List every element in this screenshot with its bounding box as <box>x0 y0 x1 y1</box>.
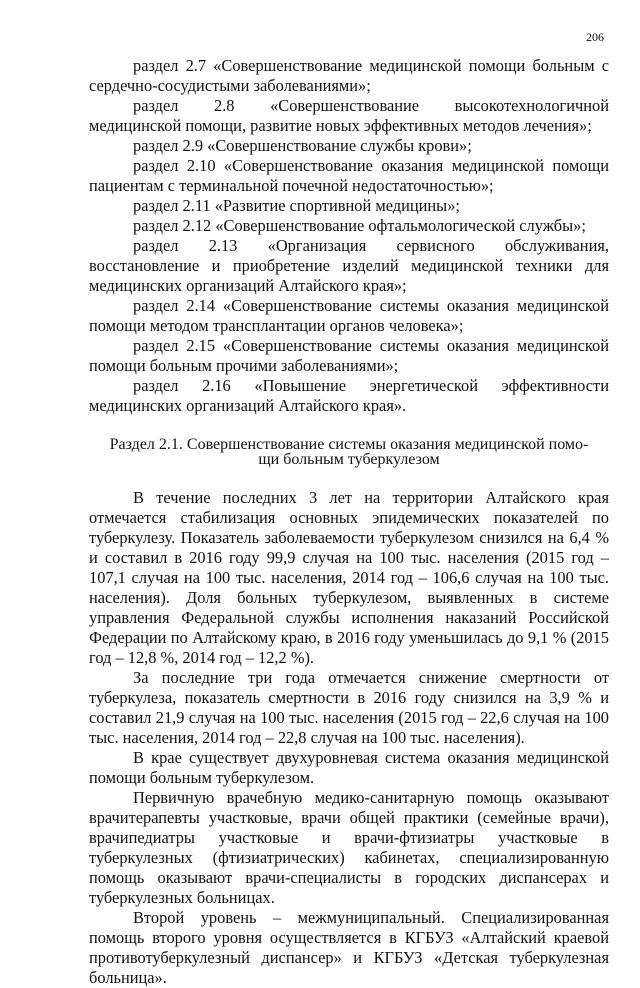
list-item: раздел 2.12 «Совершенствование офтальмологической службы»; <box>133 216 586 235</box>
paragraph: Второй уровень – межмуниципальный. Специализированная помощь второго уровня осуществляется в КГБУЗ «Алтайский краевой противотуберкулезный диспансер» и КГБУЗ «Детская туберкулезная больница». <box>89 908 609 987</box>
document-body <box>89 56 609 988</box>
list-item: раздел 2.13 «Организация сервисного обслуживания, восстановление и приобретение изделий медицинской техники для медицинских организаций Алтайского края»; <box>89 236 609 295</box>
section-heading: Раздел 2.1. Совершенствование системы оказания медицинской помощи больным туберкулезом <box>109 436 589 468</box>
list-item: раздел 2.11 «Развитие спортивной медицины»; <box>133 196 460 215</box>
paragraph: Первичную врачебную медико-санитарную помощь оказывают врачитерапевты участковые, врачи общей практики (семейные врачи), врачипедиатры участковые и врачи-фтизиатры участковые в туберкулезных (фтизиатрических) кабинетах, специализированную помощь оказывают врачи-специалисты в городских диспансерах и туберкулезных больницах. <box>89 788 609 907</box>
list-item: раздел 2.10 «Совершенствование оказания медицинской помощи пациентам с терминальной почечной недостаточностью»; <box>89 156 609 195</box>
list-item: раздел 2.14 «Совершенствование системы оказания медицинской помощи методом трансплантации органов человека»; <box>89 296 609 335</box>
paragraph: В крае существует двухуровневая система оказания медицинской помощи больным туберкулезом. <box>89 748 609 787</box>
paragraph: За последние три года отмечается снижение смертности от туберкулеза, показатель смертности в 2016 году снизился на 3,9 % и составил 21,9 случая на 100 тыс. населения (2015 год – 22,6 случая на 100 тыс. населения, 2014 год – 22,8 случая на 100 тыс. населения). <box>89 668 609 747</box>
list-item: раздел 2.7 «Совершенствование медицинской помощи больным с сердечно-сосудистыми заболеваниями»; <box>89 56 609 95</box>
section-text <box>89 488 609 988</box>
list-item: раздел 2.16 «Повышение энергетической эффективности медицинских организаций Алтайского края». <box>89 376 609 415</box>
list-item: раздел 2.8 «Совершенствование высокотехнологичной медицинской помощи, развитие новых эффективных методов лечения»; <box>89 96 609 135</box>
page-number: 206 <box>586 30 604 44</box>
list-item: раздел 2.15 «Совершенствование системы оказания медицинской помощи больным прочими заболеваниями»; <box>89 336 609 375</box>
section-list <box>89 56 609 416</box>
paragraph: В течение последних 3 лет на территории Алтайского края отмечается стабилизация основных эпидемических показателей по туберкулезу. Показатель заболеваемости туберкулезом снизился на 6,4 % и составил в 2016 году 99,9 случая на 100 тыс. населения (2015 год – 107,1 случая на 100 тыс. населения, 2014 год – 106,6 случая на 100 тыс. населения). Доля больных туберкулезом, выявленных в системе управления Федеральной службы исполнения наказаний Российской Федерации по Алтайскому краю, в 2016 году уменьшилась до 9,1 % (2015 год – 12,8 %, 2014 год – 12,2 %). <box>89 488 609 667</box>
list-item: раздел 2.9 «Совершенствование службы крови»; <box>133 136 472 155</box>
